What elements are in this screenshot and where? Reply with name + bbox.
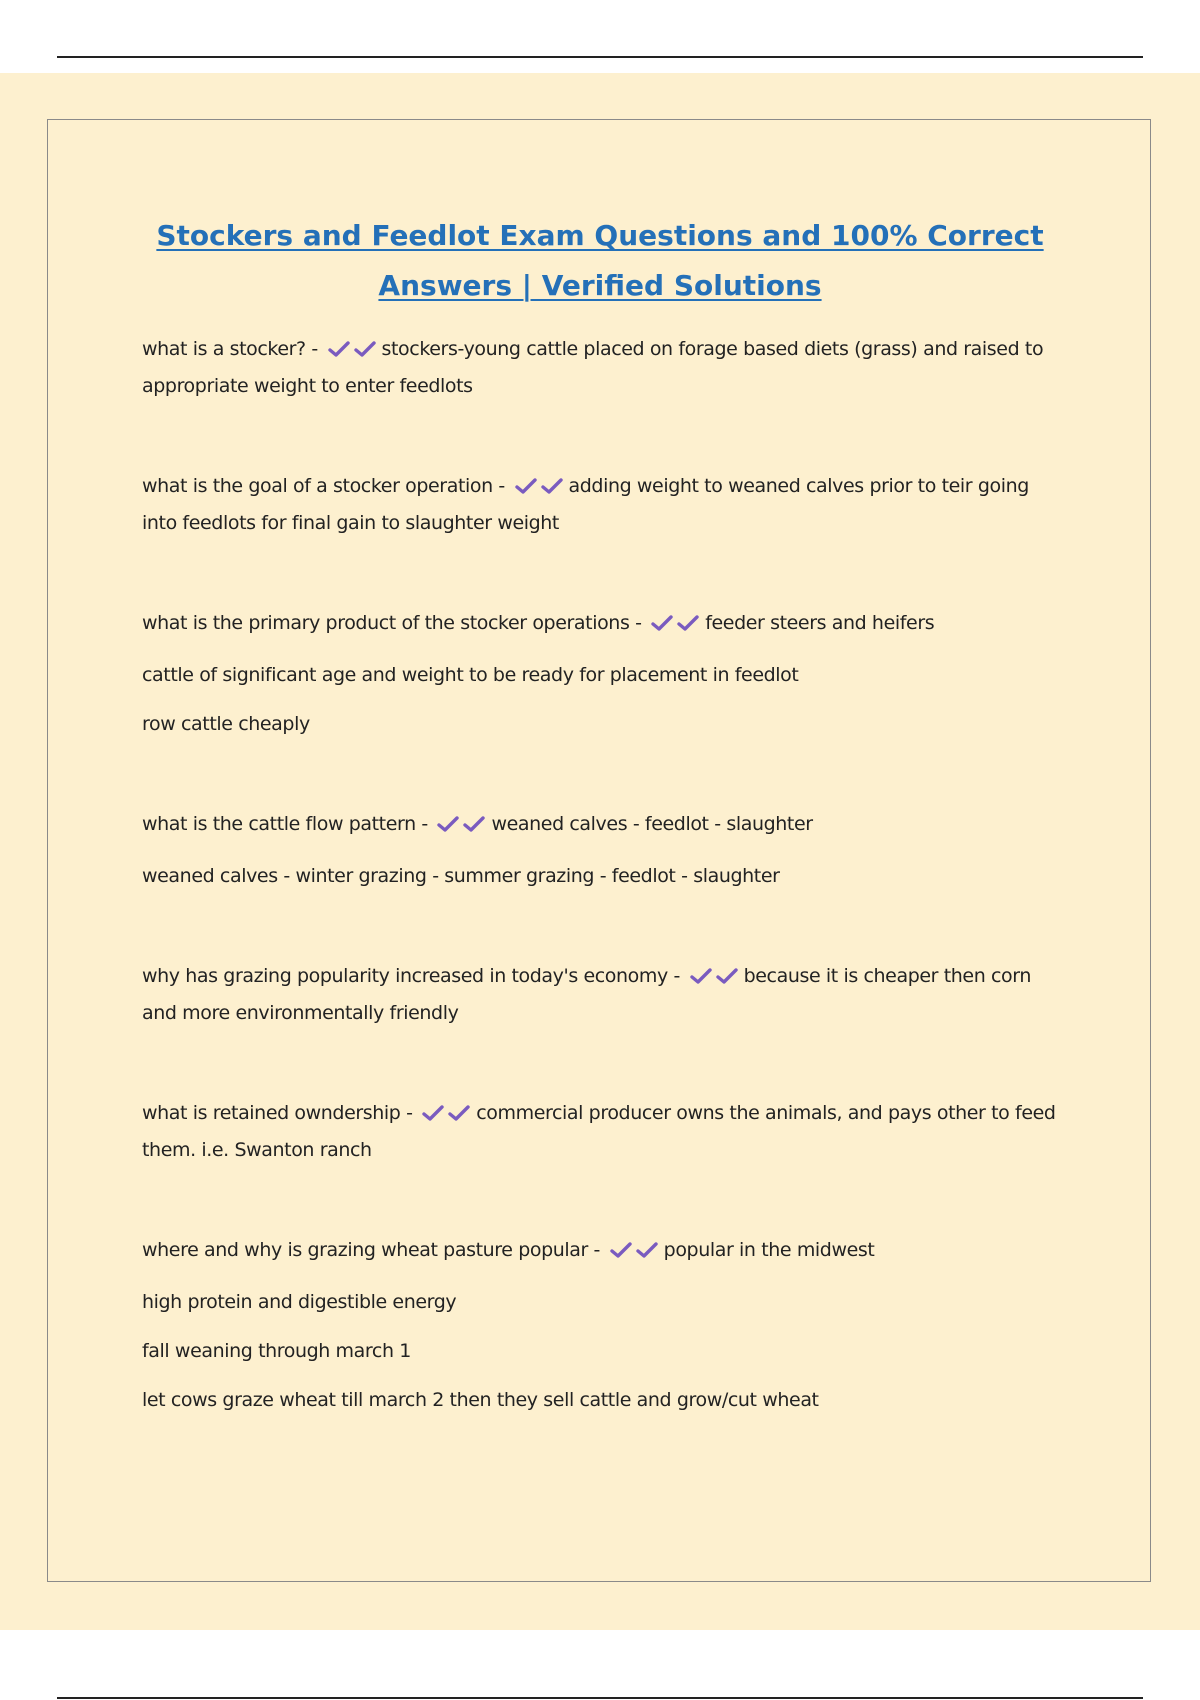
answer-extra-line: weaned calves - winter grazing - summer grazing - feedlot - slaughter bbox=[142, 865, 780, 887]
double-checkmark-icon bbox=[515, 472, 567, 506]
document-title: Stockers and Feedlot Exam Questions and 100% Correct Answers | Verified Solutions bbox=[156, 219, 1044, 302]
double-checkmark-icon bbox=[651, 609, 703, 643]
qa-main-line bbox=[142, 332, 1057, 403]
question-separator: - bbox=[492, 475, 511, 497]
question-separator: - bbox=[667, 965, 686, 987]
answer-text: weaned calves - feedlot - slaughter bbox=[491, 813, 813, 835]
double-checkmark-icon bbox=[328, 335, 380, 369]
qa-main-line bbox=[142, 807, 1057, 844]
qa-main-line bbox=[142, 1096, 1057, 1167]
double-checkmark-icon bbox=[437, 810, 489, 844]
qa-main-line bbox=[142, 959, 1057, 1030]
answer-text: adding weight to weaned calves prior to teir going into feedlots for final gain to slaughter weight bbox=[142, 475, 1029, 534]
qa-item bbox=[142, 1233, 1057, 1417]
question-text: where and why is grazing wheat pasture popular bbox=[142, 1239, 588, 1261]
answer-extra-line: high protein and digestible energy bbox=[142, 1291, 457, 1313]
footer-rule bbox=[57, 1697, 1143, 1699]
qa-list bbox=[142, 332, 1057, 1483]
answer-text: commercial producer owns the animals, and pays other to feed them. i.e. Swanton ranch bbox=[142, 1102, 1056, 1161]
question-separator: - bbox=[587, 1239, 606, 1261]
qa-main-line bbox=[142, 606, 1057, 643]
question-separator: - bbox=[305, 338, 324, 360]
double-checkmark-icon bbox=[610, 1236, 662, 1270]
question-text: what is the cattle flow pattern bbox=[142, 813, 416, 835]
answer-extra-line: cattle of significant age and weight to be ready for placement in feedlot bbox=[142, 664, 799, 686]
answer-extra-line: fall weaning through march 1 bbox=[142, 1340, 411, 1362]
question-text: what is a stocker? bbox=[142, 338, 306, 360]
qa-main-line bbox=[142, 469, 1057, 540]
qa-main-line bbox=[142, 1233, 1057, 1270]
answer-text: because it is cheaper then corn and more environmentally friendly bbox=[142, 965, 1031, 1024]
question-text: what is the goal of a stocker operation bbox=[142, 475, 493, 497]
double-checkmark-icon bbox=[422, 1099, 474, 1133]
question-text: why has grazing popularity increased in today's economy bbox=[142, 965, 668, 987]
question-separator: - bbox=[415, 813, 434, 835]
question-separator: - bbox=[400, 1102, 419, 1124]
question-text: what is retained owndership bbox=[142, 1102, 401, 1124]
double-checkmark-icon bbox=[690, 962, 742, 996]
answer-text: stockers-young cattle placed on forage based diets (grass) and raised to appropriate weight to enter feedlots bbox=[142, 338, 1044, 397]
qa-item bbox=[142, 606, 1057, 741]
answer-extra-line: let cows graze wheat till march 2 then they sell cattle and grow/cut wheat bbox=[142, 1389, 819, 1411]
header-rule bbox=[57, 56, 1143, 58]
qa-item bbox=[142, 959, 1057, 1030]
qa-item bbox=[142, 469, 1057, 540]
question-text: what is the primary product of the stocker operations bbox=[142, 612, 630, 634]
qa-item bbox=[142, 807, 1057, 893]
qa-item bbox=[142, 332, 1057, 403]
question-separator: - bbox=[629, 612, 648, 634]
answer-text: popular in the midwest bbox=[663, 1239, 875, 1261]
answer-text: feeder steers and heifers bbox=[705, 612, 935, 634]
qa-item bbox=[142, 1096, 1057, 1167]
answer-extra-line: row cattle cheaply bbox=[142, 713, 310, 735]
